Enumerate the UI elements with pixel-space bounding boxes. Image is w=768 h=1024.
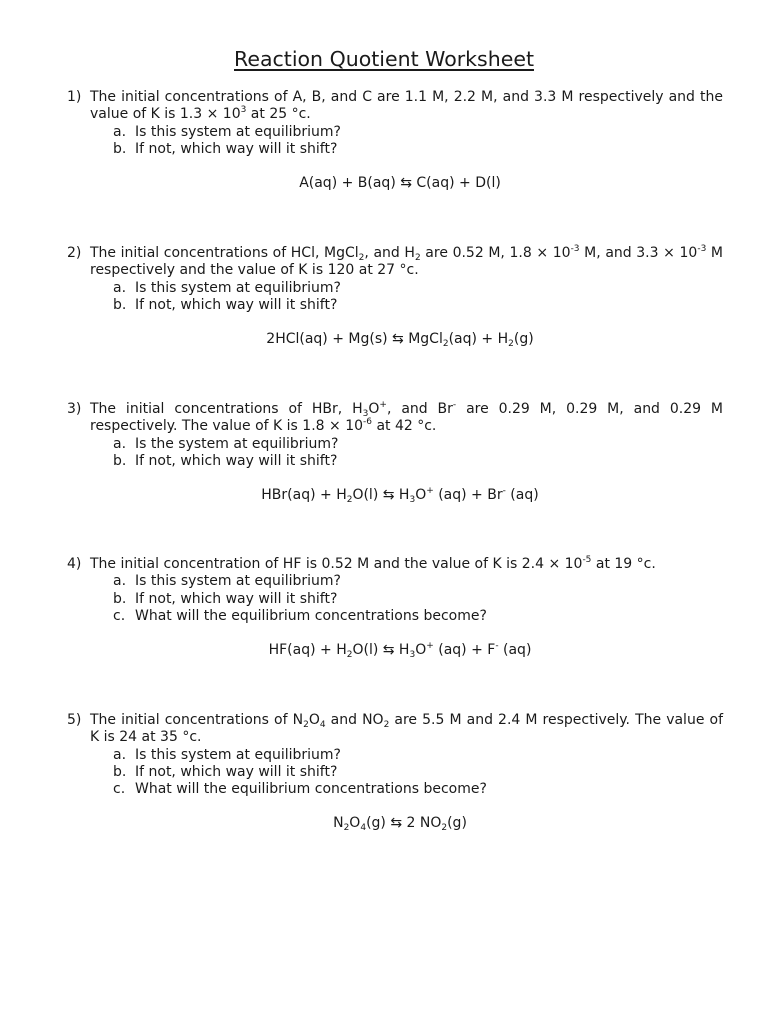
question-4	[67, 556, 723, 659]
option-c: c. What will the equilibrium concentrations become?	[113, 607, 487, 624]
question-number: 3)	[67, 401, 82, 417]
option-a: a. Is this system at equilibrium?	[113, 746, 341, 763]
question-text: The initial concentrations of HBr, $H_3O^+$, and Br- are 0.29 M, 0.29 M, and 0.29 M respectively. The value of K is $1.8 \times 10^{-6}$ at 42 °c.	[90, 400, 723, 435]
question-text: The initial concentration of HF is 0.52 M and the value of K is $2.4 \times 10^{-5}$ at 19 °c.	[90, 555, 656, 572]
question-number: 2)	[67, 245, 82, 261]
question-number: 5)	[67, 712, 82, 728]
question-options	[67, 280, 723, 315]
question-text: The initial concentrations of $N_2O_4$ and $NO_2$ are 5.5 M and 2.4 M respectively. The value of K is 24 at 35 °c.	[90, 712, 724, 746]
question-5	[67, 712, 723, 833]
option-b: b. If not, which way will it shift?	[113, 590, 338, 607]
option-b: b. If not, which way will it shift?	[113, 452, 338, 469]
question-options	[67, 436, 723, 471]
option-a: a. Is the system at equilibrium?	[113, 435, 339, 452]
reaction-equation: $HBr(aq) + H_2O(l)$ ⇆ $H_3O^+$ (aq) + Br- (aq)	[261, 486, 539, 506]
question-options	[67, 573, 723, 625]
question-number: 4)	[67, 556, 82, 572]
question-text: The initial concentrations of HCl, MgCl$_2$, and $H_2$ are 0.52 M, $1.8 \times 10^{-3}$ M, and $3.3 \times 10^{-3}$ M respectively and the value of K is 120 at 27 °c.	[90, 244, 724, 279]
question-number: 1)	[67, 89, 82, 105]
reaction-equation: 2HCl(aq) + Mg(s) ⇆ MgCl$_2$(aq) + $H_2(g)$	[266, 331, 534, 350]
option-a: a. Is this system at equilibrium?	[113, 573, 341, 590]
question-options	[67, 747, 723, 799]
question-1	[67, 89, 723, 192]
reaction-equation: $N_2O_4(g)$ ⇆ 2 $NO_2(g)$	[333, 815, 467, 834]
option-a: a. Is this system at equilibrium?	[113, 123, 341, 140]
question-2	[67, 245, 723, 348]
question-options	[67, 124, 723, 159]
option-b: b. If not, which way will it shift?	[113, 763, 338, 780]
option-b: b. If not, which way will it shift?	[113, 296, 338, 313]
question-3	[67, 401, 723, 504]
reaction-equation: A(aq) + B(aq) ⇆ C(aq) + D(l)	[299, 175, 501, 192]
option-b: b. If not, which way will it shift?	[113, 140, 338, 157]
reaction-equation: $HF(aq) + H_2O(l)$ ⇆ $H_3O^+$ (aq) + F- (aq)	[268, 641, 532, 661]
option-a: a. Is this system at equilibrium?	[113, 279, 341, 296]
worksheet-title: Reaction Quotient Worksheet	[234, 47, 534, 71]
question-text: The initial concentrations of A, B, and C are 1.1 M, 2.2 M, and 3.3 M respectively and the value of K is $1.3 \times 10^3$ at 25 °c.	[90, 89, 723, 123]
option-c: c. What will the equilibrium concentrations become?	[113, 781, 487, 798]
